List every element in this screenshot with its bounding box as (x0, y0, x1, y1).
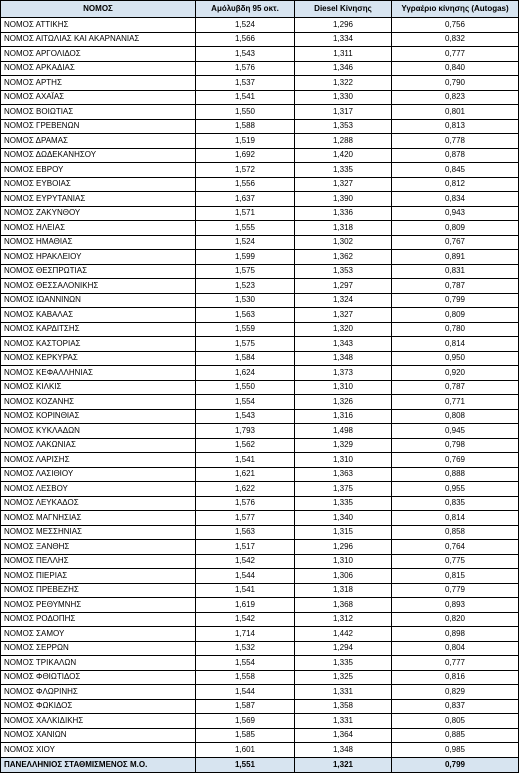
prefecture-name-cell: ΝΟΜΟΣ ΣΑΜΟΥ (1, 627, 196, 642)
prefecture-name-cell: ΝΟΜΟΣ ΚΟΖΑΝΗΣ (1, 395, 196, 410)
unleaded-95-price-cell: 1,558 (196, 670, 295, 685)
unleaded-95-price-cell: 1,541 (196, 90, 295, 105)
diesel-price-cell: 1,498 (295, 424, 392, 439)
unleaded-95-price-cell: 1,542 (196, 554, 295, 569)
autogas-price-cell: 0,885 (392, 728, 519, 743)
prefecture-name-cell: ΝΟΜΟΣ ΜΕΣΣΗΝΙΑΣ (1, 525, 196, 540)
autogas-price-cell: 0,790 (392, 76, 519, 91)
diesel-price-cell: 1,336 (295, 206, 392, 221)
diesel-price-cell: 1,318 (295, 221, 392, 236)
autogas-price-cell: 0,808 (392, 409, 519, 424)
prefecture-name-cell: ΝΟΜΟΣ ΖΑΚΥΝΘΟΥ (1, 206, 196, 221)
unleaded-95-price-cell: 1,544 (196, 569, 295, 584)
table-row (1, 250, 519, 265)
diesel-price-cell: 1,327 (295, 177, 392, 192)
table-row (1, 511, 519, 526)
table-row (1, 351, 519, 366)
table-row (1, 612, 519, 627)
diesel-price-cell: 1,310 (295, 554, 392, 569)
diesel-price-cell: 1,326 (295, 395, 392, 410)
diesel-price-cell: 1,316 (295, 409, 392, 424)
autogas-price-cell: 0,815 (392, 569, 519, 584)
diesel-price-cell: 1,325 (295, 670, 392, 685)
diesel-price-cell: 1,348 (295, 743, 392, 758)
unleaded-95-price-cell: 1,541 (196, 583, 295, 598)
unleaded-95-price-cell: 1,555 (196, 221, 295, 236)
diesel-price-cell: 1,390 (295, 192, 392, 207)
unleaded-95-price-cell: 1,541 (196, 453, 295, 468)
table-row (1, 540, 519, 555)
table-row (1, 308, 519, 323)
table-row (1, 496, 519, 511)
diesel-price-cell: 1,331 (295, 685, 392, 700)
unleaded-95-price-cell: 1,587 (196, 699, 295, 714)
prefecture-name-cell: ΝΟΜΟΣ ΛΑΚΩΝΙΑΣ (1, 438, 196, 453)
unleaded-95-price-cell: 1,519 (196, 134, 295, 149)
unleaded-95-price-cell: 1,543 (196, 409, 295, 424)
unleaded-95-price-cell: 1,550 (196, 380, 295, 395)
unleaded-95-price-cell: 1,554 (196, 395, 295, 410)
table-row (1, 18, 519, 33)
unleaded-95-price-cell: 1,530 (196, 293, 295, 308)
prefecture-name-cell: ΝΟΜΟΣ ΙΩΑΝΝΙΝΩΝ (1, 293, 196, 308)
autogas-price-cell: 0,777 (392, 656, 519, 671)
autogas-price-cell: 0,814 (392, 511, 519, 526)
autogas-price-cell: 0,767 (392, 235, 519, 250)
diesel-price-cell: 1,310 (295, 380, 392, 395)
autogas-price-cell: 0,831 (392, 264, 519, 279)
diesel-price-cell: 1,335 (295, 163, 392, 178)
diesel-price-cell: 1,329 (295, 438, 392, 453)
prefecture-name-cell: ΝΟΜΟΣ ΤΡΙΚΑΛΩΝ (1, 656, 196, 671)
diesel-price-cell: 1,320 (295, 322, 392, 337)
unleaded-95-price-cell: 1,585 (196, 728, 295, 743)
unleaded-95-price-cell: 1,554 (196, 656, 295, 671)
table-row (1, 366, 519, 381)
prefecture-name-cell: ΝΟΜΟΣ ΕΥΡΥΤΑΝΙΑΣ (1, 192, 196, 207)
autogas-price-cell: 0,878 (392, 148, 519, 163)
autogas-price-cell: 0,820 (392, 612, 519, 627)
prefecture-name-cell: ΝΟΜΟΣ ΕΒΡΟΥ (1, 163, 196, 178)
unleaded-95-price-cell: 1,714 (196, 627, 295, 642)
table-row (1, 134, 519, 149)
diesel-price-cell: 1,318 (295, 583, 392, 598)
diesel-price-cell: 1,442 (295, 627, 392, 642)
table-row (1, 105, 519, 120)
autogas-price-cell: 0,834 (392, 192, 519, 207)
table-row (1, 699, 519, 714)
column-header-prefecture: ΝΟΜΟΣ (1, 1, 196, 18)
unleaded-95-price-cell: 1,575 (196, 337, 295, 352)
prefecture-name-cell: ΝΟΜΟΣ ΗΡΑΚΛΕΙΟΥ (1, 250, 196, 265)
table-row (1, 525, 519, 540)
diesel-price-cell: 1,335 (295, 496, 392, 511)
prefecture-name-cell: ΝΟΜΟΣ ΚΕΦΑΛΛΗΝΙΑΣ (1, 366, 196, 381)
unleaded-95-price-cell: 1,576 (196, 496, 295, 511)
diesel-price-cell: 1,330 (295, 90, 392, 105)
table-row (1, 482, 519, 497)
autogas-price-cell: 0,812 (392, 177, 519, 192)
prefecture-name-cell: ΝΟΜΟΣ ΡΕΘΥΜΝΗΣ (1, 598, 196, 613)
table-row (1, 569, 519, 584)
unleaded-95-price-cell: 1,576 (196, 61, 295, 76)
diesel-price-cell: 1,297 (295, 279, 392, 294)
diesel-price-cell: 1,375 (295, 482, 392, 497)
prefecture-name-cell: ΝΟΜΟΣ ΛΕΣΒΟΥ (1, 482, 196, 497)
prefecture-name-cell: ΝΟΜΟΣ ΔΡΑΜΑΣ (1, 134, 196, 149)
autogas-price-cell: 0,787 (392, 380, 519, 395)
table-row (1, 279, 519, 294)
unleaded-95-price-cell: 1,566 (196, 32, 295, 47)
autogas-price-cell: 0,764 (392, 540, 519, 555)
diesel-price-cell: 1,324 (295, 293, 392, 308)
unleaded-95-price-cell: 1,584 (196, 351, 295, 366)
diesel-price-cell: 1,353 (295, 119, 392, 134)
autogas-price-cell: 0,943 (392, 206, 519, 221)
autogas-price-cell: 0,769 (392, 453, 519, 468)
autogas-price-cell: 0,804 (392, 641, 519, 656)
diesel-price-cell: 1,358 (295, 699, 392, 714)
unleaded-95-price-cell: 1,543 (196, 47, 295, 62)
total-autogas: 0,799 (392, 757, 519, 772)
autogas-price-cell: 0,779 (392, 583, 519, 598)
unleaded-95-price-cell: 1,619 (196, 598, 295, 613)
prefecture-name-cell: ΝΟΜΟΣ ΘΕΣΠΡΩΤΙΑΣ (1, 264, 196, 279)
autogas-price-cell: 0,823 (392, 90, 519, 105)
table-row (1, 221, 519, 236)
diesel-price-cell: 1,310 (295, 453, 392, 468)
unleaded-95-price-cell: 1,572 (196, 163, 295, 178)
total-label: ΠΑΝΕΛΛΗΝΙΟΣ ΣΤΑΘΜΙΣΜΕΝΟΣ Μ.Ο. (1, 757, 196, 772)
prefecture-name-cell: ΝΟΜΟΣ ΡΟΔΟΠΗΣ (1, 612, 196, 627)
autogas-price-cell: 0,835 (392, 496, 519, 511)
diesel-price-cell: 1,348 (295, 351, 392, 366)
prefecture-name-cell: ΝΟΜΟΣ ΑΡΤΗΣ (1, 76, 196, 91)
table-row (1, 235, 519, 250)
table-row (1, 177, 519, 192)
table-row (1, 76, 519, 91)
autogas-price-cell: 0,775 (392, 554, 519, 569)
autogas-price-cell: 0,809 (392, 221, 519, 236)
unleaded-95-price-cell: 1,544 (196, 685, 295, 700)
autogas-price-cell: 0,778 (392, 134, 519, 149)
autogas-price-cell: 0,891 (392, 250, 519, 265)
unleaded-95-price-cell: 1,622 (196, 482, 295, 497)
table-row (1, 438, 519, 453)
prefecture-name-cell: ΝΟΜΟΣ ΚΑΣΤΟΡΙΑΣ (1, 337, 196, 352)
unleaded-95-price-cell: 1,523 (196, 279, 295, 294)
table-row (1, 395, 519, 410)
autogas-price-cell: 0,798 (392, 438, 519, 453)
prefecture-name-cell: ΝΟΜΟΣ ΦΩΚΙΔΟΣ (1, 699, 196, 714)
autogas-price-cell: 0,799 (392, 293, 519, 308)
diesel-price-cell: 1,335 (295, 656, 392, 671)
unleaded-95-price-cell: 1,542 (196, 612, 295, 627)
table-row (1, 119, 519, 134)
autogas-price-cell: 0,801 (392, 105, 519, 120)
diesel-price-cell: 1,362 (295, 250, 392, 265)
unleaded-95-price-cell: 1,637 (196, 192, 295, 207)
autogas-price-cell: 0,832 (392, 32, 519, 47)
total-unleaded-95: 1,551 (196, 757, 295, 772)
unleaded-95-price-cell: 1,517 (196, 540, 295, 555)
table-row (1, 598, 519, 613)
unleaded-95-price-cell: 1,563 (196, 525, 295, 540)
diesel-price-cell: 1,334 (295, 32, 392, 47)
prefecture-name-cell: ΝΟΜΟΣ ΚΑΡΔΙΤΣΗΣ (1, 322, 196, 337)
autogas-price-cell: 0,893 (392, 598, 519, 613)
diesel-price-cell: 1,317 (295, 105, 392, 120)
autogas-price-cell: 0,809 (392, 308, 519, 323)
unleaded-95-price-cell: 1,575 (196, 264, 295, 279)
prefecture-name-cell: ΝΟΜΟΣ ΗΜΑΘΙΑΣ (1, 235, 196, 250)
table-row (1, 47, 519, 62)
prefecture-name-cell: ΝΟΜΟΣ ΓΡΕΒΕΝΩΝ (1, 119, 196, 134)
prefecture-name-cell: ΝΟΜΟΣ ΠΕΛΛΗΣ (1, 554, 196, 569)
table-row (1, 380, 519, 395)
diesel-price-cell: 1,346 (295, 61, 392, 76)
diesel-price-cell: 1,302 (295, 235, 392, 250)
table-row (1, 714, 519, 729)
diesel-price-cell: 1,364 (295, 728, 392, 743)
table-row (1, 163, 519, 178)
unleaded-95-price-cell: 1,562 (196, 438, 295, 453)
prefecture-name-cell: ΝΟΜΟΣ ΧΙΟΥ (1, 743, 196, 758)
prefecture-name-cell: ΝΟΜΟΣ ΑΙΤΩΛΙΑΣ ΚΑΙ ΑΚΑΡΝΑΝΙΑΣ (1, 32, 196, 47)
prefecture-name-cell: ΝΟΜΟΣ ΛΑΡΙΣΗΣ (1, 453, 196, 468)
autogas-price-cell: 0,813 (392, 119, 519, 134)
autogas-price-cell: 0,985 (392, 743, 519, 758)
unleaded-95-price-cell: 1,559 (196, 322, 295, 337)
diesel-price-cell: 1,311 (295, 47, 392, 62)
total-diesel: 1,321 (295, 757, 392, 772)
autogas-price-cell: 0,845 (392, 163, 519, 178)
autogas-price-cell: 0,780 (392, 322, 519, 337)
prefecture-name-cell: ΝΟΜΟΣ ΜΑΓΝΗΣΙΑΣ (1, 511, 196, 526)
unleaded-95-price-cell: 1,524 (196, 18, 295, 33)
autogas-price-cell: 0,805 (392, 714, 519, 729)
prefecture-name-cell: ΝΟΜΟΣ ΘΕΣΣΑΛΟΝΙΚΗΣ (1, 279, 196, 294)
table-row (1, 32, 519, 47)
autogas-price-cell: 0,898 (392, 627, 519, 642)
prefecture-name-cell: ΝΟΜΟΣ ΒΟΙΩΤΙΑΣ (1, 105, 196, 120)
diesel-price-cell: 1,327 (295, 308, 392, 323)
prefecture-name-cell: ΝΟΜΟΣ ΗΛΕΙΑΣ (1, 221, 196, 236)
prefecture-name-cell: ΝΟΜΟΣ ΚΟΡΙΝΘΙΑΣ (1, 409, 196, 424)
diesel-price-cell: 1,353 (295, 264, 392, 279)
prefecture-name-cell: ΝΟΜΟΣ ΚΑΒΑΛΑΣ (1, 308, 196, 323)
table-row (1, 656, 519, 671)
prefecture-name-cell: ΝΟΜΟΣ ΕΥΒΟΙΑΣ (1, 177, 196, 192)
prefecture-name-cell: ΝΟΜΟΣ ΧΑΝΙΩΝ (1, 728, 196, 743)
table-row (1, 554, 519, 569)
table-row (1, 293, 519, 308)
unleaded-95-price-cell: 1,624 (196, 366, 295, 381)
unleaded-95-price-cell: 1,571 (196, 206, 295, 221)
unleaded-95-price-cell: 1,524 (196, 235, 295, 250)
autogas-price-cell: 0,787 (392, 279, 519, 294)
diesel-price-cell: 1,331 (295, 714, 392, 729)
prefecture-name-cell: ΝΟΜΟΣ ΠΙΕΡΙΑΣ (1, 569, 196, 584)
table-row (1, 583, 519, 598)
prefecture-name-cell: ΝΟΜΟΣ ΞΑΝΘΗΣ (1, 540, 196, 555)
autogas-price-cell: 0,756 (392, 18, 519, 33)
diesel-price-cell: 1,322 (295, 76, 392, 91)
column-header-autogas: Υγραέριο κίνησης (Autogas) (392, 1, 519, 18)
total-row (1, 757, 519, 772)
unleaded-95-price-cell: 1,537 (196, 76, 295, 91)
autogas-price-cell: 0,771 (392, 395, 519, 410)
prefecture-name-cell: ΝΟΜΟΣ ΠΡΕΒΕΖΗΣ (1, 583, 196, 598)
autogas-price-cell: 0,920 (392, 366, 519, 381)
table-row (1, 206, 519, 221)
table-row (1, 337, 519, 352)
prefecture-name-cell: ΝΟΜΟΣ ΑΧΑΪΑΣ (1, 90, 196, 105)
prefecture-name-cell: ΝΟΜΟΣ ΑΡΚΑΔΙΑΣ (1, 61, 196, 76)
diesel-price-cell: 1,343 (295, 337, 392, 352)
diesel-price-cell: 1,315 (295, 525, 392, 540)
table-row (1, 467, 519, 482)
autogas-price-cell: 0,816 (392, 670, 519, 685)
table-row (1, 61, 519, 76)
diesel-price-cell: 1,288 (295, 134, 392, 149)
table-row (1, 90, 519, 105)
autogas-price-cell: 0,950 (392, 351, 519, 366)
table-row (1, 424, 519, 439)
prefecture-name-cell: ΝΟΜΟΣ ΣΕΡΡΩΝ (1, 641, 196, 656)
unleaded-95-price-cell: 1,621 (196, 467, 295, 482)
unleaded-95-price-cell: 1,569 (196, 714, 295, 729)
table-row (1, 409, 519, 424)
diesel-price-cell: 1,296 (295, 540, 392, 555)
column-header-unleaded-95: Αμόλυβδη 95 οκτ. (196, 1, 295, 18)
prefecture-name-cell: ΝΟΜΟΣ ΦΛΩΡΙΝΗΣ (1, 685, 196, 700)
prefecture-name-cell: ΝΟΜΟΣ ΑΤΤΙΚΗΣ (1, 18, 196, 33)
prefecture-name-cell: ΝΟΜΟΣ ΚΙΛΚΙΣ (1, 380, 196, 395)
diesel-price-cell: 1,312 (295, 612, 392, 627)
autogas-price-cell: 0,829 (392, 685, 519, 700)
prefecture-name-cell: ΝΟΜΟΣ ΛΕΥΚΑΔΟΣ (1, 496, 196, 511)
table-row (1, 743, 519, 758)
autogas-price-cell: 0,837 (392, 699, 519, 714)
prefecture-name-cell: ΝΟΜΟΣ ΧΑΛΚΙΔΙΚΗΣ (1, 714, 196, 729)
autogas-price-cell: 0,955 (392, 482, 519, 497)
table-row (1, 264, 519, 279)
header-row (1, 1, 519, 18)
prefecture-name-cell: ΝΟΜΟΣ ΔΩΔΕΚΑΝΗΣΟΥ (1, 148, 196, 163)
column-header-diesel: Diesel Κίνησης (295, 1, 392, 18)
prefecture-name-cell: ΝΟΜΟΣ ΚΕΡΚΥΡΑΣ (1, 351, 196, 366)
unleaded-95-price-cell: 1,793 (196, 424, 295, 439)
unleaded-95-price-cell: 1,692 (196, 148, 295, 163)
table-row (1, 685, 519, 700)
table-row (1, 453, 519, 468)
prefecture-name-cell: ΝΟΜΟΣ ΦΘΙΩΤΙΔΟΣ (1, 670, 196, 685)
unleaded-95-price-cell: 1,532 (196, 641, 295, 656)
diesel-price-cell: 1,340 (295, 511, 392, 526)
autogas-price-cell: 0,858 (392, 525, 519, 540)
table-row (1, 148, 519, 163)
diesel-price-cell: 1,363 (295, 467, 392, 482)
diesel-price-cell: 1,420 (295, 148, 392, 163)
unleaded-95-price-cell: 1,577 (196, 511, 295, 526)
diesel-price-cell: 1,294 (295, 641, 392, 656)
autogas-price-cell: 0,814 (392, 337, 519, 352)
autogas-price-cell: 0,840 (392, 61, 519, 76)
unleaded-95-price-cell: 1,601 (196, 743, 295, 758)
table-row (1, 627, 519, 642)
prefecture-name-cell: ΝΟΜΟΣ ΛΑΣΙΘΙΟΥ (1, 467, 196, 482)
autogas-price-cell: 0,888 (392, 467, 519, 482)
prefecture-name-cell: ΝΟΜΟΣ ΑΡΓΟΛΙΔΟΣ (1, 47, 196, 62)
unleaded-95-price-cell: 1,599 (196, 250, 295, 265)
table-row (1, 641, 519, 656)
diesel-price-cell: 1,368 (295, 598, 392, 613)
autogas-price-cell: 0,777 (392, 47, 519, 62)
autogas-price-cell: 0,945 (392, 424, 519, 439)
unleaded-95-price-cell: 1,550 (196, 105, 295, 120)
diesel-price-cell: 1,296 (295, 18, 392, 33)
table-row (1, 728, 519, 743)
prefecture-name-cell: ΝΟΜΟΣ ΚΥΚΛΑΔΩΝ (1, 424, 196, 439)
diesel-price-cell: 1,306 (295, 569, 392, 584)
table-row (1, 192, 519, 207)
table-row (1, 670, 519, 685)
unleaded-95-price-cell: 1,588 (196, 119, 295, 134)
table-row (1, 322, 519, 337)
unleaded-95-price-cell: 1,556 (196, 177, 295, 192)
unleaded-95-price-cell: 1,563 (196, 308, 295, 323)
diesel-price-cell: 1,373 (295, 366, 392, 381)
